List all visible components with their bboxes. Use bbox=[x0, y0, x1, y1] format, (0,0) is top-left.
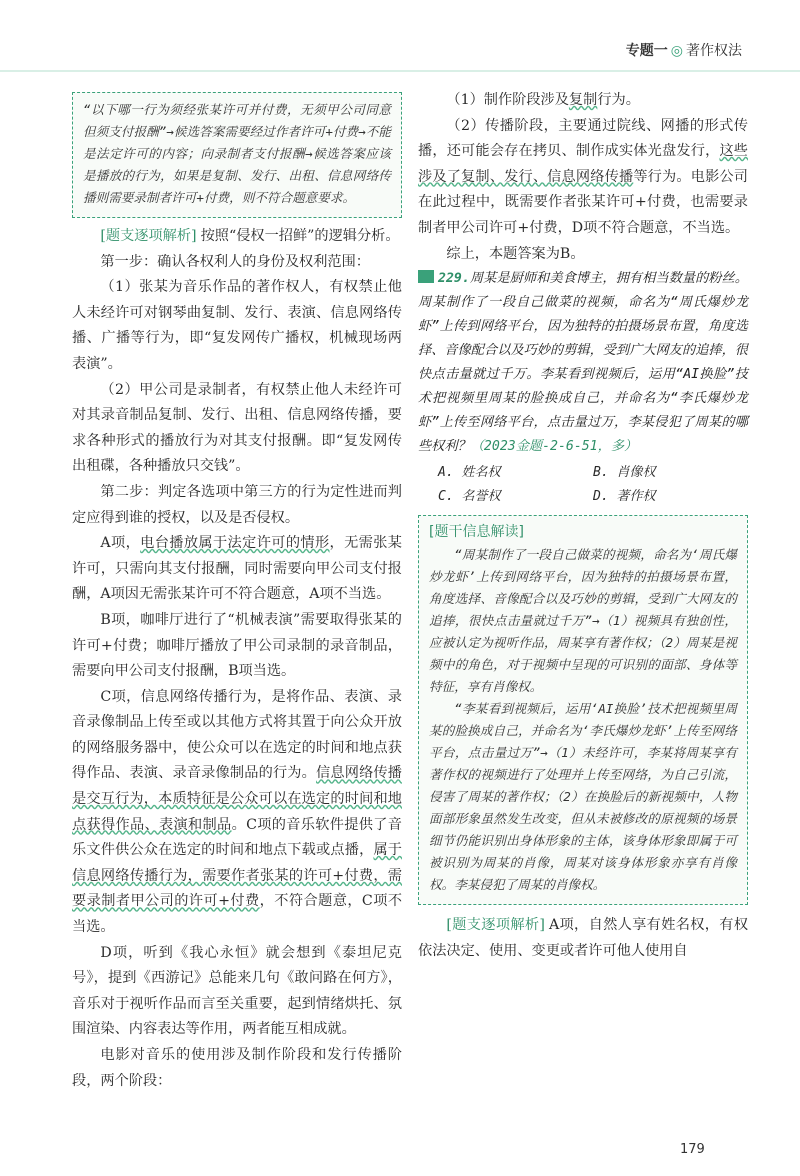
option-a-highlight: 电台播放属于法定许可的情形 bbox=[140, 535, 330, 552]
distribution-rest: 等行为。电影公司在此过程中，既需要作者张某许可+付费，也需要录制者甲公司许可+付费，D项不符合题意，不当选。 bbox=[418, 168, 748, 236]
analysis-intro bbox=[72, 224, 402, 250]
distribution-highlight: 这些涉及了复制、发行、信息网络传播 bbox=[418, 143, 748, 185]
header-title: 著作权法 bbox=[686, 43, 742, 59]
stem-interpretation-1: “周某制作了一段自己做菜的视频，命名为‘周氏爆炒龙虾’上传到网络平台，因为独特的拍摄场景布置，角度选择、音像配合以及巧妙的剪辑，受到广大网友的追捧，很快点击量就过千万”→（1）视频具有独创性，应被认定为视听作品，周某享有著作权；（2）周某是视频中的角色，对于视频中呈现的可识别的面部、身体等特征，享有肖像权。 bbox=[429, 547, 737, 695]
right-column bbox=[418, 88, 748, 964]
option-b-analysis: B项，咖啡厅进行了“机械表演”需要取得张某的许可+付费；咖啡厅播放了甲公司录制的录音制品，需要向甲公司支付报酬，B项当选。 bbox=[72, 611, 402, 680]
analysis-tag: [题支逐项解析] bbox=[100, 228, 197, 244]
option-c: C. 名誉权 bbox=[438, 489, 501, 505]
option-c-analysis bbox=[72, 685, 402, 941]
option-a-rest: ，无需张某许可，只需向其支付报酬，同时需要向甲公司支付报酬，A项因无需张某许可不符合题意，A项不当选。 bbox=[72, 535, 402, 603]
distribution-lead: （2）传播阶段，主要通过院线、网播的形式传播，还可能会存在拷贝、制作成实体光盘发行， bbox=[418, 117, 748, 160]
stem-interpretation-box bbox=[418, 515, 748, 905]
paragraph-producer-rights: （2）甲公司是录制者，有权禁止他人未经许可对其录音制品复制、发行、出租、信息网络传播，要求各种形式的播放行为对其支付报酬。即“复发网传出租碟，各种播放只交钱”。 bbox=[72, 381, 402, 475]
step-two: 第二步：判定各选项中第三方的行为定性进而判定应得到谁的授权，以及是否侵权。 bbox=[72, 483, 402, 526]
option-c-rest: ，不符合题意，C项不当选。 bbox=[72, 893, 403, 936]
option-d-analysis: D项，听到《我心永恒》就会想到《泰坦尼克号》，提到《西游记》总能来几句《敢问路在何方》，音乐对于视听作品而言至关重要，起到情绪烘托、氛围渲染、内容表达等作用，两者能互相成就。 bbox=[72, 944, 402, 1038]
step-one: 第一步：确认各权利人的身份及权利范围： bbox=[100, 253, 370, 270]
question-text: 周某是厨师和美食博主，拥有相当数量的粉丝。周某制作了一段自己做菜的视频，命名为“周氏爆炒龙虾”上传到网络平台，因为独特的拍摄场景布置，角度选择、音像配合以及巧妙的剪辑，受到广大网友的追捧，很快点击量就过千万。李某看到视频后，运用“AI换脸”技术把视频里周某的脸换成自己，并命名为“李氏爆炒龙虾”上传至网络平台，点击量过万，李某侵犯了周某的哪些权利？ bbox=[418, 271, 748, 455]
conclusion: 综上，本题答案为B。 bbox=[446, 245, 585, 262]
stem-note-box bbox=[72, 92, 402, 218]
option-c-highlight-1: 信息网络传播是交互行为，本质特征是公众可以在选定的时间和地点获得作品、表演和制品 bbox=[72, 765, 402, 833]
option-c-lead: C项，信息网络传播行为，是将作品、表演、录音录像制品上传至或以其他方式将其置于向公众开放的网络服务器中，使公众可以在选定的时间和地点获得作品、表演、录音录像制品的行为。 bbox=[72, 688, 402, 782]
production-highlight: 复制 bbox=[568, 92, 598, 108]
answer-options bbox=[418, 461, 748, 509]
paragraph-author-rights: （1）张某为音乐作品的著作权人，有权禁止他人未经许可对钢琴曲复制、发行、表演、信息网络传播、广播等行为，即“复发网传广播权，机械现场两表演”。 bbox=[72, 279, 402, 372]
page-number: 179 bbox=[680, 1142, 705, 1157]
option-b: B. 肖像权 bbox=[593, 465, 656, 481]
film-music-paragraph: 电影对音乐的使用涉及制作阶段和发行传播阶段，两个阶段： bbox=[72, 1047, 402, 1089]
option-d: D. 著作权 bbox=[593, 489, 656, 505]
production-lead: （1）制作阶段涉及 bbox=[446, 92, 569, 108]
distribution-stage bbox=[418, 114, 748, 242]
option-analysis-229 bbox=[418, 913, 748, 964]
analysis-tag-229: [题支逐项解析] bbox=[446, 917, 545, 934]
topic-label: 专题一 bbox=[625, 43, 668, 59]
option-c-mid: 。C项的音乐软件提供了音乐文件供公众在选定的时间和地点下载或点播， bbox=[72, 816, 402, 859]
header-divider bbox=[0, 70, 800, 72]
option-a-analysis bbox=[72, 531, 402, 608]
question-number: 229. bbox=[438, 271, 470, 287]
page-header bbox=[626, 40, 742, 60]
option-a-lead: A项， bbox=[100, 535, 141, 552]
section-icon: ◎ bbox=[670, 43, 683, 59]
option-a: A. 姓名权 bbox=[438, 465, 501, 481]
analysis-text-229: A项，自然人享有姓名权，有权依法决定、使用、变更或者许可他人使用自 bbox=[418, 917, 749, 959]
production-stage bbox=[418, 88, 748, 114]
analysis-intro-text: 按照“侵权一招鲜”的逻辑分析。 bbox=[200, 228, 400, 244]
question-icon bbox=[418, 270, 434, 283]
stem-note-text: “以下哪一行为须经张某许可并付费，无须甲公司同意但须支付报酬”→候选答案需要经过作者许可+付费→不能是法定许可的内容；向录制者支付报酬→候选答案应该是播放的行为，如果是复制、发行、出租、信息网络传播则需要录制者许可+付费，则不符合题意要求。 bbox=[83, 102, 391, 205]
stem-interpretation-title: [题干信息解读] bbox=[429, 524, 524, 541]
option-c-highlight-2: 属于信息网络传播行为，需要作者张某的许可+付费，需要录制者甲公司的许可+付费 bbox=[72, 842, 402, 910]
question-source: （2023金题-2-6-51，多） bbox=[470, 439, 638, 455]
left-column bbox=[72, 88, 402, 1094]
question-229 bbox=[418, 267, 748, 459]
production-rest: 行为。 bbox=[597, 92, 640, 108]
stem-interpretation-2: “李某看到视频后，运用‘AI换脸’技术把视频里周某的脸换成自己，并命名为‘李氏爆炒龙虾’上传至网络平台，点击量过万”→（1）未经许可，李某将周某享有著作权的视频进行了处理并上传至网络，为自己引流，侵害了周某的著作权；（2）在换脸后的新视频中，人物面部形象虽然发生改变，但从未被修改的原视频的场景细节仍能识别出身体形象的主体，该身体形象即属于可被识别为周某的肖像，周某对该身体形象亦享有肖像权。李某侵犯了周某的肖像权。 bbox=[429, 701, 737, 893]
